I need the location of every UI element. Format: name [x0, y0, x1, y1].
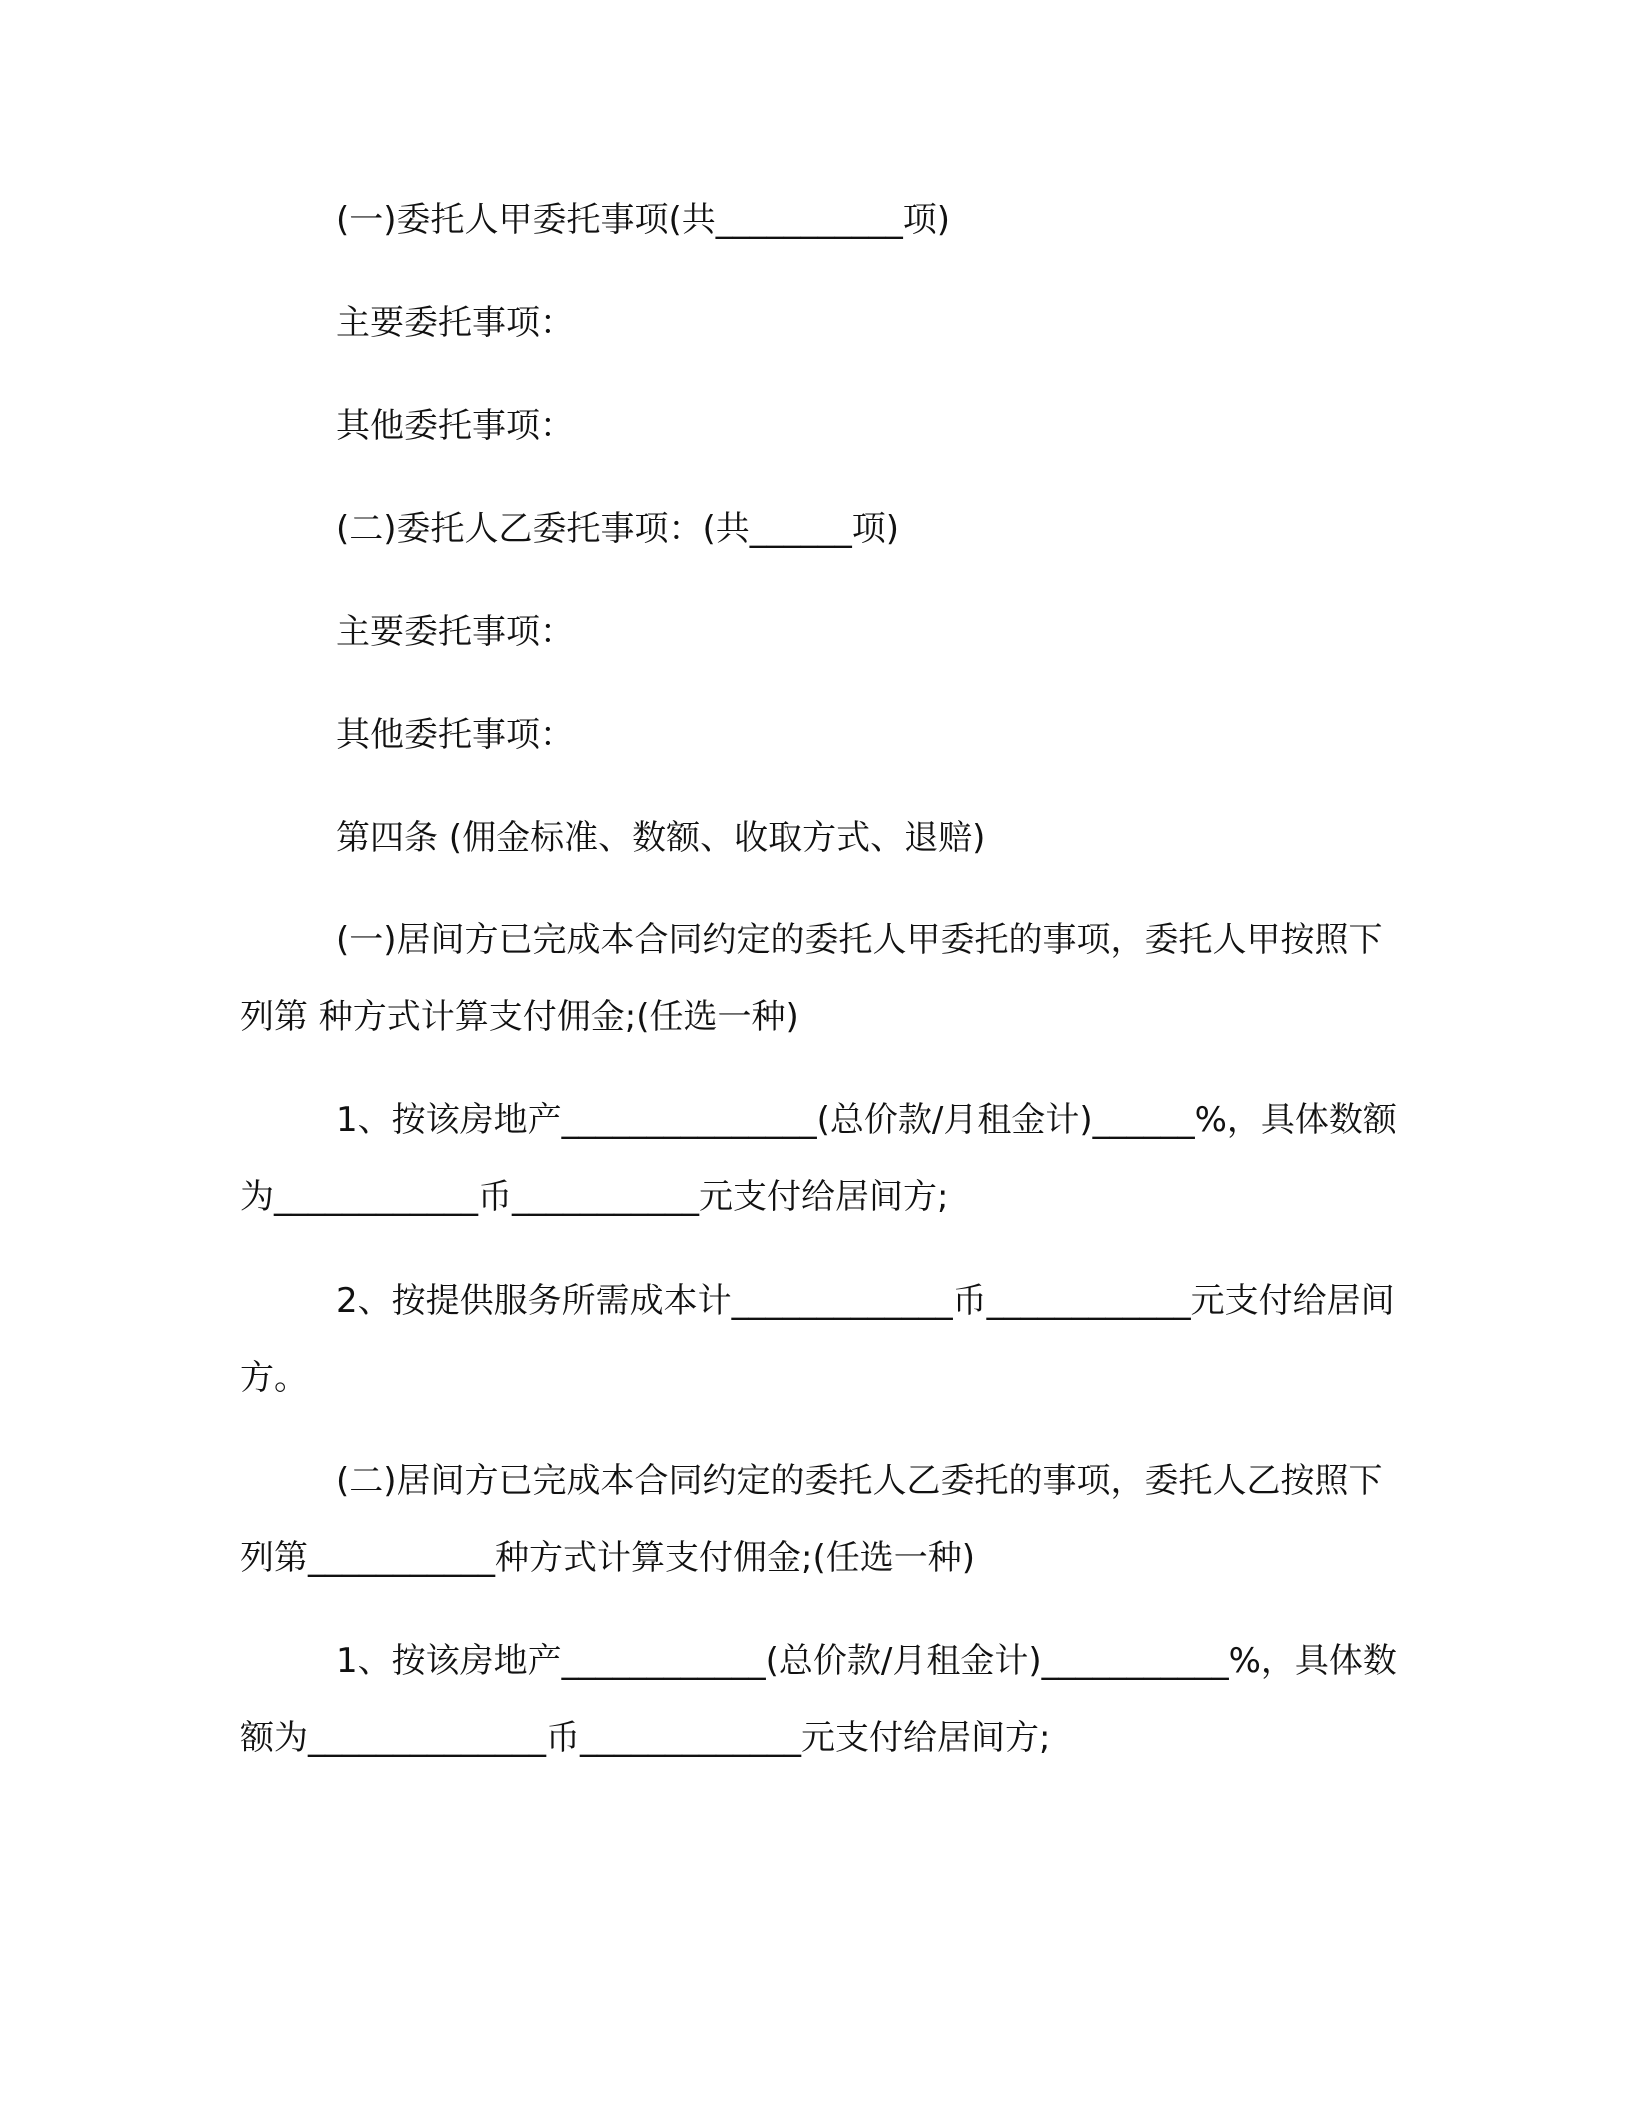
commission-party-a: (一)居间方已完成本合同约定的委托人甲委托的事项，委托人甲按照下列第 种方式计算支付佣金;(任选一种) — [240, 920, 1383, 1037]
party-b-option-1: 1、按该房地产____________(总价款/月租金计)___________%，具体数额为______________币_____________元支付给居间方; — [240, 1641, 1397, 1758]
clause-party-b-matters: (二)委托人乙委托事项：(共______项) — [336, 509, 900, 549]
article-four-heading: 第四条 (佣金标准、数额、收取方式、退赔) — [336, 818, 986, 858]
party-a-other-matters: 其他委托事项： — [336, 406, 574, 446]
commission-party-b: (二)居间方已完成本合同约定的委托人乙委托的事项，委托人乙按照下列第___________种方式计算支付佣金;(任选一种) — [240, 1461, 1383, 1578]
party-b-main-matters: 主要委托事项： — [336, 612, 574, 652]
party-a-option-2: 2、按提供服务所需成本计_____________币____________元支付给居间方。 — [240, 1281, 1395, 1398]
clause-party-a-matters: (一)委托人甲委托事项(共___________项) — [336, 200, 951, 240]
party-a-main-matters: 主要委托事项： — [336, 303, 574, 343]
party-a-option-1: 1、按该房地产_______________(总价款/月租金计)______%，具体数额为____________币___________元支付给居间方; — [240, 1100, 1397, 1217]
party-b-other-matters: 其他委托事项： — [336, 715, 574, 755]
